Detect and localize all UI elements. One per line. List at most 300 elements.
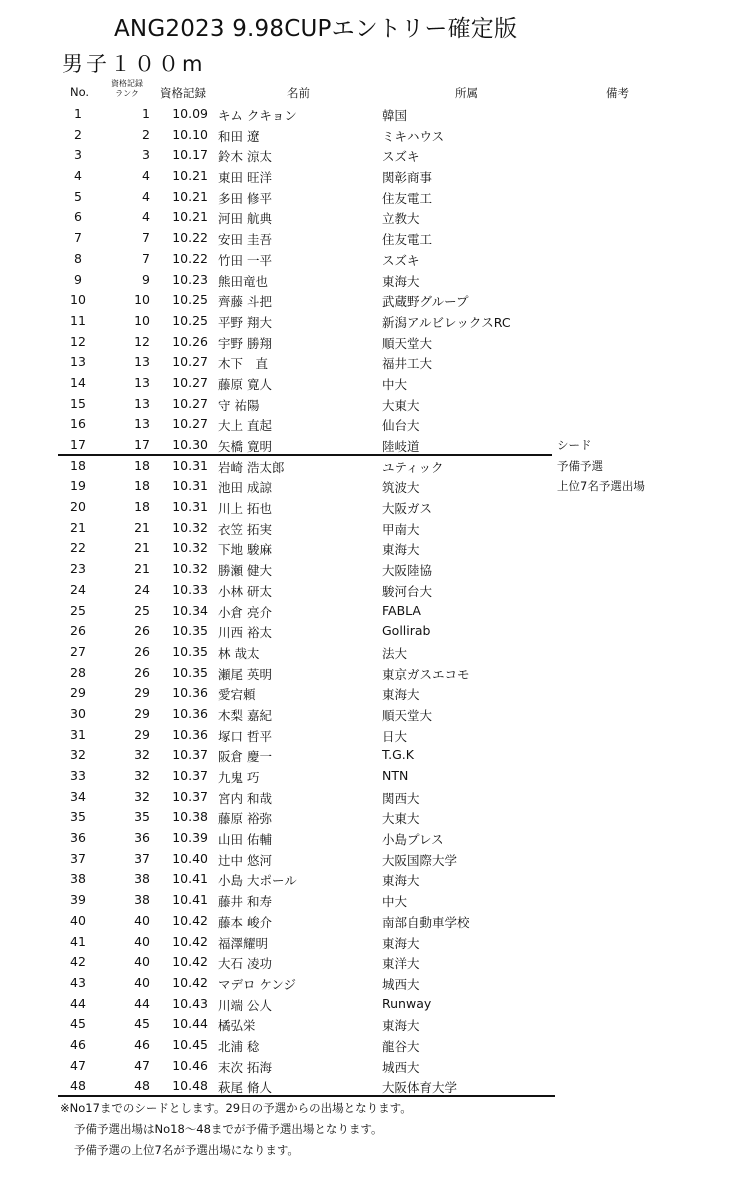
- entry-no: 18: [70, 457, 86, 473]
- entry-record: 10.27: [172, 354, 208, 370]
- table-row: [0, 973, 736, 994]
- entry-no: 8: [74, 250, 82, 266]
- entry-record: 10.25: [172, 312, 208, 328]
- entry-rank: 21: [134, 540, 150, 556]
- entry-affiliation: 東海大: [382, 873, 420, 889]
- entry-name: 齊藤 斗把: [218, 294, 272, 310]
- entry-no: 3: [74, 147, 82, 163]
- entry-affiliation: 住友電工: [382, 232, 433, 248]
- entry-record: 10.32: [172, 561, 208, 577]
- entry-affiliation: 法大: [382, 645, 408, 661]
- entry-no: 7: [74, 230, 82, 246]
- entry-record: 10.27: [172, 416, 208, 432]
- document-title: ANG2023 9.98CUPエントリー確定版: [114, 16, 518, 42]
- table-row: [0, 290, 736, 311]
- entry-name: 平野 翔大: [218, 314, 272, 330]
- entry-rank: 29: [134, 685, 150, 701]
- entry-rank: 4: [142, 188, 150, 204]
- table-row: [0, 373, 736, 394]
- entry-name: 大上 直起: [218, 418, 272, 434]
- entry-affiliation: ミキハウス: [382, 128, 445, 144]
- entry-rank: 40: [134, 912, 150, 928]
- entry-rank: 38: [134, 892, 150, 908]
- table-row: [0, 869, 736, 890]
- entry-no: 17: [70, 437, 86, 452]
- table-row: [0, 1014, 736, 1035]
- entry-no: 15: [70, 395, 86, 411]
- entry-record: 10.34: [172, 602, 208, 618]
- table-row: [0, 787, 736, 808]
- entry-record: 10.37: [172, 747, 208, 763]
- entry-rank: 48: [134, 1078, 150, 1094]
- table-row: [0, 332, 736, 353]
- entry-name: 岩崎 浩太郎: [218, 459, 285, 475]
- entry-record: 10.44: [172, 1016, 208, 1032]
- entry-name: 和田 遼: [218, 128, 260, 144]
- entry-rank: 47: [134, 1057, 150, 1073]
- entry-record: 10.26: [172, 333, 208, 349]
- entry-no: 33: [70, 768, 86, 783]
- entry-rank: 18: [134, 457, 150, 473]
- entry-record: 10.42: [172, 974, 208, 990]
- table-row: [0, 207, 736, 228]
- entry-affiliation: ユティック: [382, 459, 444, 475]
- entry-affiliation: 筑波大: [382, 480, 420, 496]
- header-rank-line1: 資格記録: [111, 79, 143, 88]
- entry-affiliation: 東海大: [382, 1018, 420, 1034]
- entry-record: 10.42: [172, 933, 208, 949]
- entry-name: 藤原 寛人: [218, 376, 272, 392]
- table-row: [0, 911, 736, 932]
- entry-name: 宇野 勝翔: [218, 335, 272, 351]
- table-row: [0, 104, 736, 125]
- entry-affiliation: 龍谷大: [382, 1038, 420, 1054]
- entry-affiliation: 城西大: [382, 976, 420, 992]
- entry-name: 衣笠 拓実: [218, 521, 272, 537]
- table-row: [0, 704, 736, 725]
- entry-rank: 4: [142, 168, 150, 184]
- entry-rank: 26: [134, 643, 150, 659]
- entry-record: 10.36: [172, 705, 208, 721]
- seed-separator-line: [58, 454, 552, 456]
- entry-affiliation: 順天堂大: [382, 707, 433, 723]
- entry-rank: 21: [134, 519, 150, 535]
- entry-rank: 12: [134, 333, 150, 349]
- entry-rank: 21: [134, 561, 150, 577]
- entry-no: 39: [70, 892, 86, 908]
- entry-name: 東田 旺洋: [218, 170, 272, 186]
- entry-no: 37: [70, 850, 86, 866]
- entry-no: 44: [70, 995, 86, 1011]
- entry-name: 福澤耀明: [218, 935, 269, 951]
- table-row: [0, 642, 736, 663]
- entry-name: 下地 駿麻: [218, 542, 272, 558]
- entry-rank: 3: [142, 147, 150, 163]
- header-rank-line2: ランク: [115, 89, 139, 98]
- table-row: [0, 311, 736, 332]
- entry-affiliation: 大阪国際大学: [382, 852, 458, 868]
- entry-no: 13: [70, 354, 86, 370]
- entry-affiliation: 駿河台大: [382, 583, 433, 599]
- entry-record: 10.33: [172, 581, 208, 597]
- entry-rank: 46: [134, 1036, 150, 1052]
- entry-note: 上位7名予選出場: [557, 479, 645, 494]
- entry-no: 5: [74, 188, 82, 204]
- entry-rank: 10: [134, 312, 150, 328]
- table-row: [0, 187, 736, 208]
- entry-rank: 13: [134, 416, 150, 432]
- entry-no: 45: [70, 1016, 86, 1032]
- entry-record: 10.37: [172, 788, 208, 804]
- entry-name: 池田 成諒: [218, 480, 272, 496]
- entry-rank: 37: [134, 850, 150, 866]
- entry-affiliation: 大阪ガス: [382, 501, 433, 517]
- table-row: [0, 601, 736, 622]
- entry-affiliation: T.G.K: [382, 747, 414, 763]
- entry-affiliation: 南部自動車学校: [382, 914, 470, 930]
- entry-no: 42: [70, 954, 86, 970]
- entry-record: 10.40: [172, 850, 208, 866]
- entry-rank: 45: [134, 1016, 150, 1032]
- entry-record: 10.35: [172, 623, 208, 639]
- entry-no: 4: [74, 168, 82, 184]
- table-row: [0, 952, 736, 973]
- entry-affiliation: 順天堂大: [382, 335, 433, 351]
- entry-affiliation: 関彰商事: [382, 170, 433, 186]
- entry-rank: 18: [134, 499, 150, 515]
- entry-no: 24: [70, 581, 86, 597]
- entry-affiliation: 東京ガスエコモ: [382, 666, 470, 682]
- entry-record: 10.35: [172, 664, 208, 680]
- entry-affiliation: 東洋大: [382, 956, 420, 972]
- entry-no: 28: [70, 664, 86, 680]
- entry-table: [0, 104, 736, 1097]
- table-row: [0, 352, 736, 373]
- entry-rank: 13: [134, 374, 150, 390]
- table-row: [0, 932, 736, 953]
- table-row: [0, 994, 736, 1015]
- entry-record: 10.43: [172, 995, 208, 1011]
- entry-no: 10: [70, 292, 86, 308]
- entry-no: 43: [70, 974, 86, 990]
- entry-affiliation: Runway: [382, 995, 432, 1011]
- table-row: [0, 725, 736, 746]
- entry-no: 47: [70, 1057, 86, 1073]
- entry-no: 48: [70, 1078, 86, 1094]
- table-row: [0, 621, 736, 642]
- table-row: [0, 414, 736, 435]
- entry-rank: 38: [134, 871, 150, 887]
- entry-name: 勝瀬 健大: [218, 563, 272, 579]
- entry-affiliation: 新潟アルビレックスRC: [382, 314, 511, 330]
- entry-record: 10.38: [172, 809, 208, 825]
- table-row: [0, 166, 736, 187]
- entry-record: 10.41: [172, 871, 208, 887]
- table-row: [0, 538, 736, 559]
- entry-affiliation: 東海大: [382, 687, 420, 703]
- entry-affiliation: 東海大: [382, 542, 420, 558]
- entry-rank: 18: [134, 478, 150, 494]
- entry-name: 竹田 一平: [218, 252, 272, 268]
- table-row: [0, 559, 736, 580]
- entry-affiliation: 福井工大: [382, 356, 433, 372]
- entry-name: 大石 凌功: [218, 956, 272, 972]
- entry-record: 10.23: [172, 271, 208, 287]
- table-row: [0, 394, 736, 415]
- entry-no: 38: [70, 871, 86, 887]
- entry-affiliation: 武蔵野グループ: [382, 294, 469, 310]
- entry-rank: 4: [142, 209, 150, 225]
- entry-rank: 36: [134, 830, 150, 846]
- entry-no: 46: [70, 1036, 86, 1052]
- entry-name: 矢橋 寛明: [218, 439, 272, 454]
- entry-name: 末次 拓海: [218, 1059, 272, 1075]
- header-no: No.: [70, 85, 90, 99]
- entry-record: 10.25: [172, 292, 208, 308]
- entry-name: 藤井 和寿: [218, 894, 272, 910]
- entry-record: 10.39: [172, 830, 208, 846]
- entry-name: 藤本 峻介: [218, 914, 272, 930]
- entry-rank: 44: [134, 995, 150, 1011]
- entry-name: 小倉 亮介: [218, 604, 272, 620]
- entry-affiliation: FABLA: [382, 602, 421, 618]
- entry-no: 21: [70, 519, 86, 535]
- entry-affiliation: 甲南大: [382, 521, 420, 537]
- table-row: [0, 745, 736, 766]
- entry-record: 10.31: [172, 478, 208, 494]
- entry-affiliation: 東海大: [382, 935, 420, 951]
- entry-name: 塚口 哲平: [218, 728, 272, 744]
- entry-record: 10.42: [172, 954, 208, 970]
- table-row: [0, 270, 736, 291]
- entry-record: 10.09: [172, 106, 208, 121]
- entry-no: 20: [70, 499, 86, 515]
- entry-record: 10.36: [172, 726, 208, 742]
- table-row: [0, 249, 736, 270]
- entry-rank: 24: [134, 581, 150, 597]
- entry-rank: 29: [134, 705, 150, 721]
- header-rank: [104, 79, 150, 99]
- entry-name: 萩尾 脩人: [218, 1080, 272, 1096]
- entry-rank: 35: [134, 809, 150, 825]
- entry-name: 川端 公人: [218, 997, 272, 1013]
- entry-record: 10.21: [172, 168, 208, 184]
- table-row: [0, 663, 736, 684]
- entry-record: 10.17: [172, 147, 208, 163]
- entry-record: 10.36: [172, 685, 208, 701]
- header-remarks: 備考: [606, 86, 629, 100]
- entry-affiliation: 日大: [382, 728, 408, 744]
- entry-rank: 13: [134, 395, 150, 411]
- entry-rank: 40: [134, 954, 150, 970]
- entry-rank: 7: [142, 230, 150, 246]
- entry-affiliation: 中大: [382, 376, 408, 392]
- entry-affiliation: 小島プレス: [382, 832, 444, 848]
- entry-no: 26: [70, 623, 86, 639]
- entry-no: 11: [70, 312, 86, 328]
- entry-no: 1: [74, 106, 82, 121]
- entry-rank: 17: [134, 437, 150, 452]
- entry-rank: 25: [134, 602, 150, 618]
- table-bottom-line: [58, 1095, 555, 1097]
- entry-record: 10.31: [172, 499, 208, 515]
- entry-record: 10.22: [172, 230, 208, 246]
- note-line: 予備予選出場はNo18～48までが予備予選出場となります。: [74, 1122, 383, 1136]
- event-title: 男子１００m: [62, 52, 206, 76]
- entry-record: 10.35: [172, 643, 208, 659]
- entry-affiliation: Gollirab: [382, 623, 431, 639]
- table-row: [0, 456, 736, 477]
- header-record: 資格記録: [160, 86, 206, 100]
- entry-no: 14: [70, 374, 86, 390]
- entry-rank: 26: [134, 623, 150, 639]
- entry-name: 川上 拓也: [218, 501, 272, 517]
- entry-name: 愛宕頼: [218, 687, 256, 703]
- entry-name: 熊田竜也: [218, 273, 269, 289]
- entry-record: 10.27: [172, 374, 208, 390]
- entry-rank: 32: [134, 768, 150, 783]
- entry-rank: 29: [134, 726, 150, 742]
- table-row: [0, 497, 736, 518]
- entry-no: 29: [70, 685, 86, 701]
- entry-name: 木梨 嘉紀: [218, 707, 272, 723]
- entry-affiliation: 立教大: [382, 211, 420, 227]
- table-row: [0, 890, 736, 911]
- table-row: [0, 1056, 736, 1077]
- entry-rank: 13: [134, 354, 150, 370]
- entry-name: 小島 大ポール: [218, 873, 297, 889]
- entry-affiliation: スズキ: [382, 252, 420, 268]
- entry-no: 27: [70, 643, 86, 659]
- entry-name: 北浦 稔: [218, 1038, 260, 1054]
- entry-name: 小林 研太: [218, 583, 272, 599]
- entry-affiliation: 韓国: [382, 108, 408, 123]
- entry-record: 10.31: [172, 457, 208, 473]
- entry-no: 32: [70, 747, 86, 763]
- entry-rank: 40: [134, 974, 150, 990]
- entry-name: 阪倉 慶一: [218, 749, 272, 765]
- note-line: ※No17までのシードとします。29日の予選からの出場となります。: [60, 1101, 412, 1115]
- entry-name: 多田 修平: [218, 190, 272, 206]
- entry-record: 10.27: [172, 395, 208, 411]
- table-row: [0, 228, 736, 249]
- entry-rank: 7: [142, 250, 150, 266]
- entry-record: 10.32: [172, 540, 208, 556]
- entry-no: 34: [70, 788, 86, 804]
- entry-name: 守 祐陽: [218, 397, 260, 413]
- entry-affiliation: 仙台大: [382, 418, 420, 434]
- notes: [60, 1098, 412, 1161]
- entry-affiliation: 大東大: [382, 811, 420, 827]
- table-row: [0, 683, 736, 704]
- entry-no: 12: [70, 333, 86, 349]
- entry-affiliation: 大東大: [382, 397, 420, 413]
- entry-affiliation: 城西大: [382, 1059, 420, 1075]
- entry-no: 19: [70, 478, 86, 494]
- entry-name: 木下 直: [218, 356, 269, 372]
- entry-name: 河田 航典: [218, 211, 272, 227]
- entry-no: 31: [70, 726, 86, 742]
- entry-record: 10.21: [172, 188, 208, 204]
- entry-no: 23: [70, 561, 86, 577]
- entry-record: 10.48: [172, 1078, 208, 1094]
- entry-rank: 26: [134, 664, 150, 680]
- entry-record: 10.21: [172, 209, 208, 225]
- table-row: [0, 807, 736, 828]
- entry-record: 10.10: [172, 126, 208, 142]
- entry-affiliation: スズキ: [382, 149, 420, 165]
- entry-no: 16: [70, 416, 86, 432]
- entry-record: 10.32: [172, 519, 208, 535]
- entry-no: 6: [74, 209, 82, 225]
- entry-affiliation: NTN: [382, 768, 409, 783]
- note-line: 予備予選の上位7名が予選出場になります。: [74, 1143, 299, 1157]
- entry-record: 10.46: [172, 1057, 208, 1073]
- entry-no: 25: [70, 602, 86, 618]
- entry-record: 10.42: [172, 912, 208, 928]
- table-row: [0, 476, 736, 497]
- entry-record: 10.22: [172, 250, 208, 266]
- entry-name: 辻中 悠河: [218, 852, 272, 868]
- table-row: [0, 580, 736, 601]
- entry-name: 林 哉太: [218, 645, 260, 661]
- table-row: [0, 1076, 736, 1097]
- entry-rank: 32: [134, 788, 150, 804]
- table-row: [0, 766, 736, 787]
- entry-name: 宮内 和哉: [218, 790, 272, 806]
- entry-note: 予備予選: [557, 458, 603, 473]
- table-row: [0, 1035, 736, 1056]
- entry-rank: 1: [142, 106, 150, 121]
- entry-name: マデロ ケンジ: [218, 976, 297, 992]
- entry-no: 22: [70, 540, 86, 556]
- entry-record: 10.41: [172, 892, 208, 908]
- entry-name: 安田 圭吾: [218, 232, 272, 248]
- table-row: [0, 125, 736, 146]
- entry-rank: 9: [142, 271, 150, 287]
- entry-name: 瀬尾 英明: [218, 666, 272, 682]
- entry-affiliation: 大阪体育大学: [382, 1080, 458, 1096]
- header-name: 名前: [287, 86, 310, 100]
- entry-affiliation: 大阪陸協: [382, 563, 433, 579]
- entry-no: 40: [70, 912, 86, 928]
- entry-name: キム クキョン: [218, 108, 297, 123]
- entry-no: 35: [70, 809, 86, 825]
- entry-name: 九鬼 巧: [218, 770, 260, 785]
- entry-note: シード: [557, 438, 592, 452]
- entry-name: 藤原 裕弥: [218, 811, 272, 827]
- entry-affiliation: 関西大: [382, 790, 420, 806]
- header-affiliation: 所属: [455, 86, 478, 100]
- entry-no: 2: [74, 126, 82, 142]
- table-row: [0, 828, 736, 849]
- table-row: [0, 145, 736, 166]
- entry-record: 10.45: [172, 1036, 208, 1052]
- entry-name: 川西 裕太: [218, 625, 272, 641]
- entry-rank: 2: [142, 126, 150, 142]
- table-row: [0, 518, 736, 539]
- entry-affiliation: 陸岐道: [382, 439, 420, 454]
- entry-no: 9: [74, 271, 82, 287]
- entry-affiliation: 東海大: [382, 273, 420, 289]
- entry-name: 橘弘栄: [218, 1018, 256, 1034]
- entry-rank: 40: [134, 933, 150, 949]
- entry-rank: 10: [134, 292, 150, 308]
- table-row: [0, 435, 736, 456]
- entry-rank: 32: [134, 747, 150, 763]
- entry-name: 山田 佑輔: [218, 832, 272, 848]
- entry-record: 10.30: [172, 437, 208, 452]
